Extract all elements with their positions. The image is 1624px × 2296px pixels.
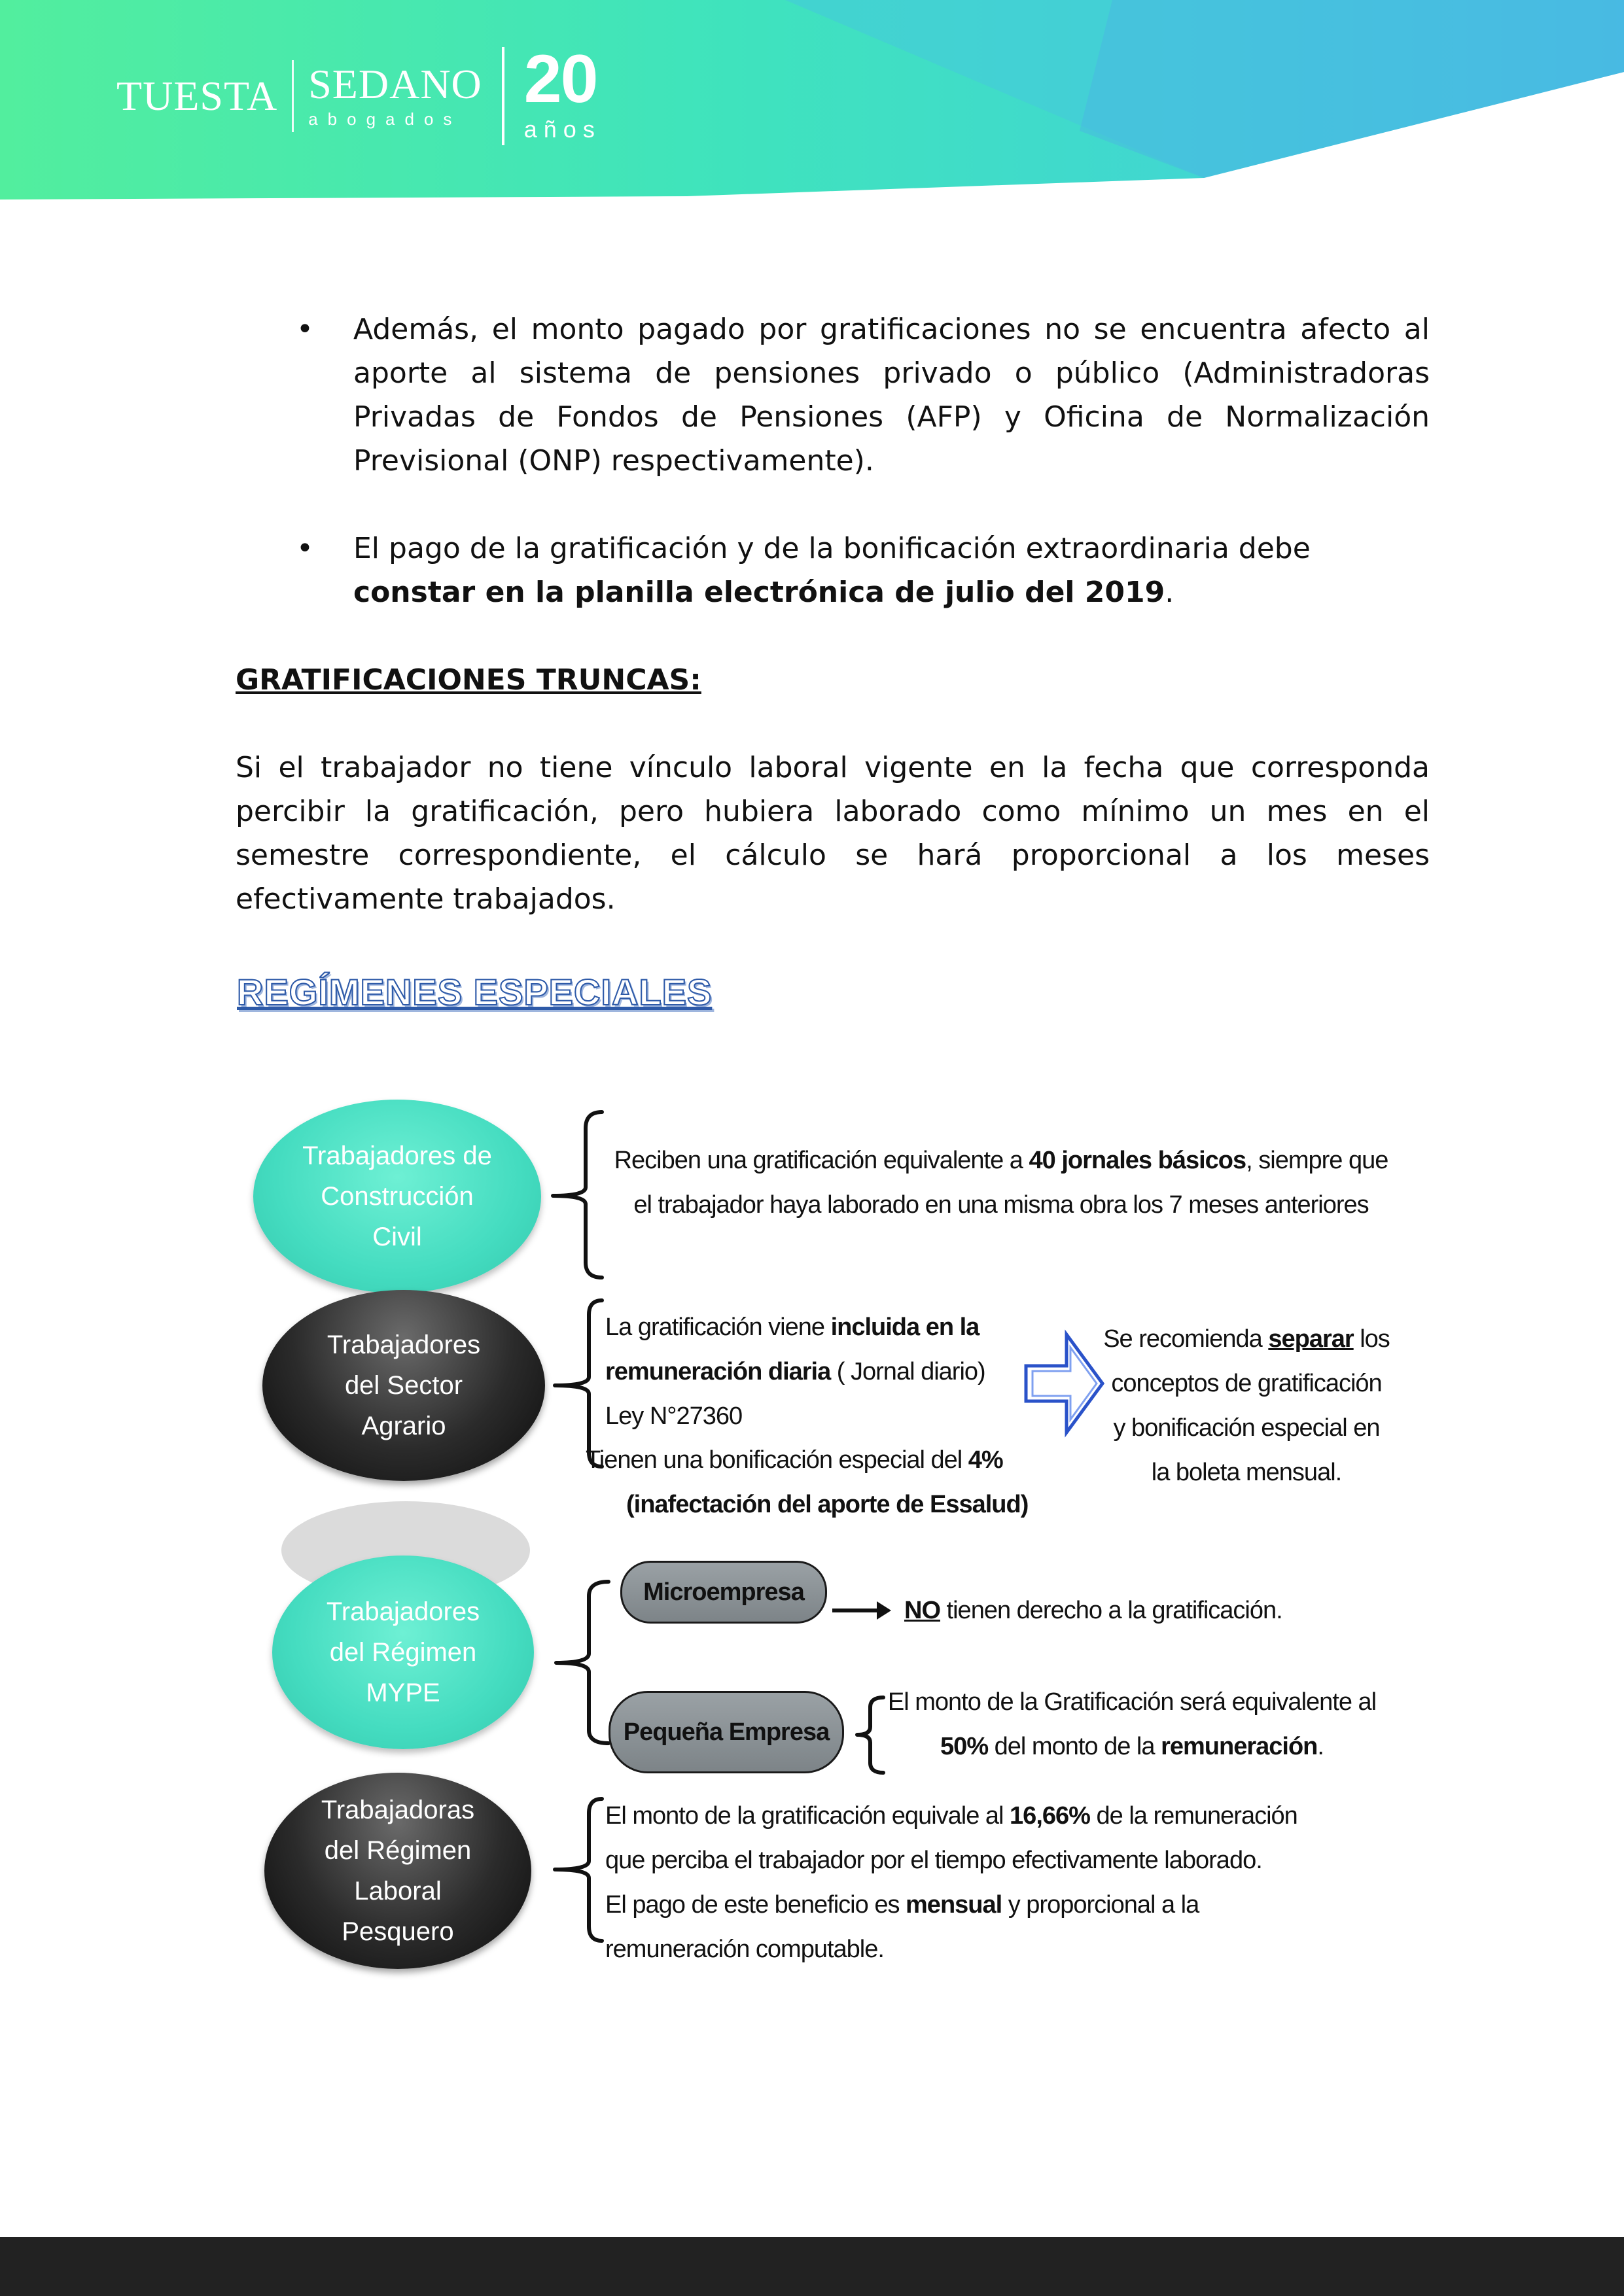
text-bold-segment: remuneración [1161,1733,1318,1760]
bullet-bold-text: constar en la planilla electrónica de julio del 2019 [353,576,1165,609]
pequena-line-1: El monto de la Gratificación será equivalente al [887,1688,1377,1716]
text-segment: ( Jornal diario) [830,1358,985,1385]
text-bold-segment: incluida en la [830,1313,980,1341]
bullet-item [236,307,1430,483]
recommendation-line-2: conceptos de gratificación [1111,1370,1382,1397]
logo-brand-left: TUESTA [116,73,278,119]
pequena-line-2 [880,1724,1384,1769]
anniversary-label: años [523,115,601,143]
arrow-head [877,1601,891,1620]
text-bold-segment: 16,66% [1010,1802,1090,1830]
recommendation-line-3: y bonificación especial en [1113,1414,1380,1442]
agrario-line-1 [605,1305,1050,1349]
pesquero-line-4: remuneración computable. [605,1936,884,1963]
text-bold-segment: 4% [968,1446,1003,1474]
company-logo [116,41,601,152]
text-segment: de la remuneración [1089,1802,1297,1830]
agrario-line-2 [605,1349,1050,1394]
main-content [236,307,1430,921]
pesquero-line-1 [605,1794,1390,1838]
section-heading-truncas: GRATIFICACIONES TRUNCAS: [236,663,701,697]
construccion-line-2: el trabajador haya laborado en una misma obra los 7 meses anteriores [633,1191,1369,1219]
pequena-empresa-pill: Pequeña Empresa [609,1691,844,1773]
microempresa-description [904,1588,1415,1633]
pesquero-line-3 [605,1883,1390,1927]
logo-divider-anniversary [502,47,504,145]
truncas-paragraph: Si el trabajador no tiene vínculo laboral vigente en la fecha que corresponda percibir la gratificación, pero hubiera laborado como mínimo un mes en el semestre correspondiente, el cálculo se hará proporcional a los meses efectivamente trabajados. [236,751,1430,916]
construccion-line-1 [609,1138,1394,1183]
bullet-dot: • [296,313,313,346]
bullet-text: El pago de la gratificación y de la bonificación extraordinaria debe [353,532,1311,565]
pesquero-line-2: que perciba el trabajador por el tiempo efectivamente laborado. [605,1847,1262,1874]
text-segment: Reciben una gratificación equivalente a [614,1147,1029,1174]
pequena-empresa-description [880,1680,1384,1769]
text-segment: . [1317,1733,1324,1760]
text-segment: , siempre que [1246,1147,1388,1174]
construccion-description [609,1138,1394,1227]
text-segment: Tienen una bonificación especial del [586,1446,968,1474]
text-segment: los [1353,1325,1390,1353]
anniversary-badge [523,41,601,143]
text-bold-segment: mensual [906,1891,1002,1919]
page-footer-bar [0,2237,1624,2296]
text-bold-segment: NO [904,1597,940,1624]
logo-divider [292,60,294,132]
regime-oval-mype: Trabajadores del Régimen MYPE [272,1556,534,1749]
agrario-description [605,1305,1050,1438]
text-segment: y proporcional a la [1002,1891,1199,1919]
bullet-dot: • [296,532,313,565]
text-segment: del monto de la [988,1733,1161,1760]
agrario-line-3: Ley N°27360 [605,1402,743,1430]
logo-right-block [308,60,482,130]
bullet-item [236,527,1430,614]
text-bold-segment: (inafectación del aporte de Essalud) [626,1491,1029,1518]
text-bold-segment: separar [1268,1325,1354,1353]
text-segment: tienen derecho a la gratificación. [940,1597,1282,1624]
anniversary-number: 20 [523,41,597,118]
microempresa-pill: Microempresa [620,1561,827,1624]
logo-brand-right: SEDANO [308,60,482,107]
text-bold-segment: remuneración diaria [605,1358,831,1385]
section-heading-special-regimes: REGÍMENES ESPECIALES [237,971,713,1013]
special-regimes-diagram [0,1047,1624,1995]
bullet-text: Además, el monto pagado por gratificaciones no se encuentra afecto al aporte al sistema de pensiones privado o público (Administradoras Privadas de Fondos de Pensiones (AFP) y Oficina de Normalización Previsional (ONP) respectivamente). [353,313,1430,478]
recommendation-line-1 [1099,1317,1394,1361]
regime-oval-construccion: Trabajadores de Construcción Civil [253,1100,541,1293]
page-header [0,0,1624,203]
recommendation-line-4: la boleta mensual. [1151,1459,1342,1486]
bullet-text-end: . [1165,576,1174,609]
text-segment: Se recomienda [1103,1325,1269,1353]
agrario-line-4 [586,1438,1057,1482]
text-bold-segment: 50% [940,1733,989,1760]
text-segment: El pago de este beneficio es [605,1891,906,1919]
text-segment: La gratificación viene [605,1313,831,1341]
regime-oval-pesquero: Trabajadoras del Régimen Laboral Pesquero [264,1773,531,1969]
logo-subtitle: abogados [308,109,462,129]
pesquero-description [605,1794,1390,1972]
agrario-bonus [586,1438,1057,1527]
agrario-line-5 [586,1482,1057,1527]
text-bold-segment: 40 jornales básicos [1029,1147,1246,1174]
regime-oval-agrario: Trabajadores del Sector Agrario [262,1290,545,1481]
agrario-recommendation [1099,1317,1394,1495]
text-segment: El monto de la gratificación equivale al [605,1802,1010,1830]
